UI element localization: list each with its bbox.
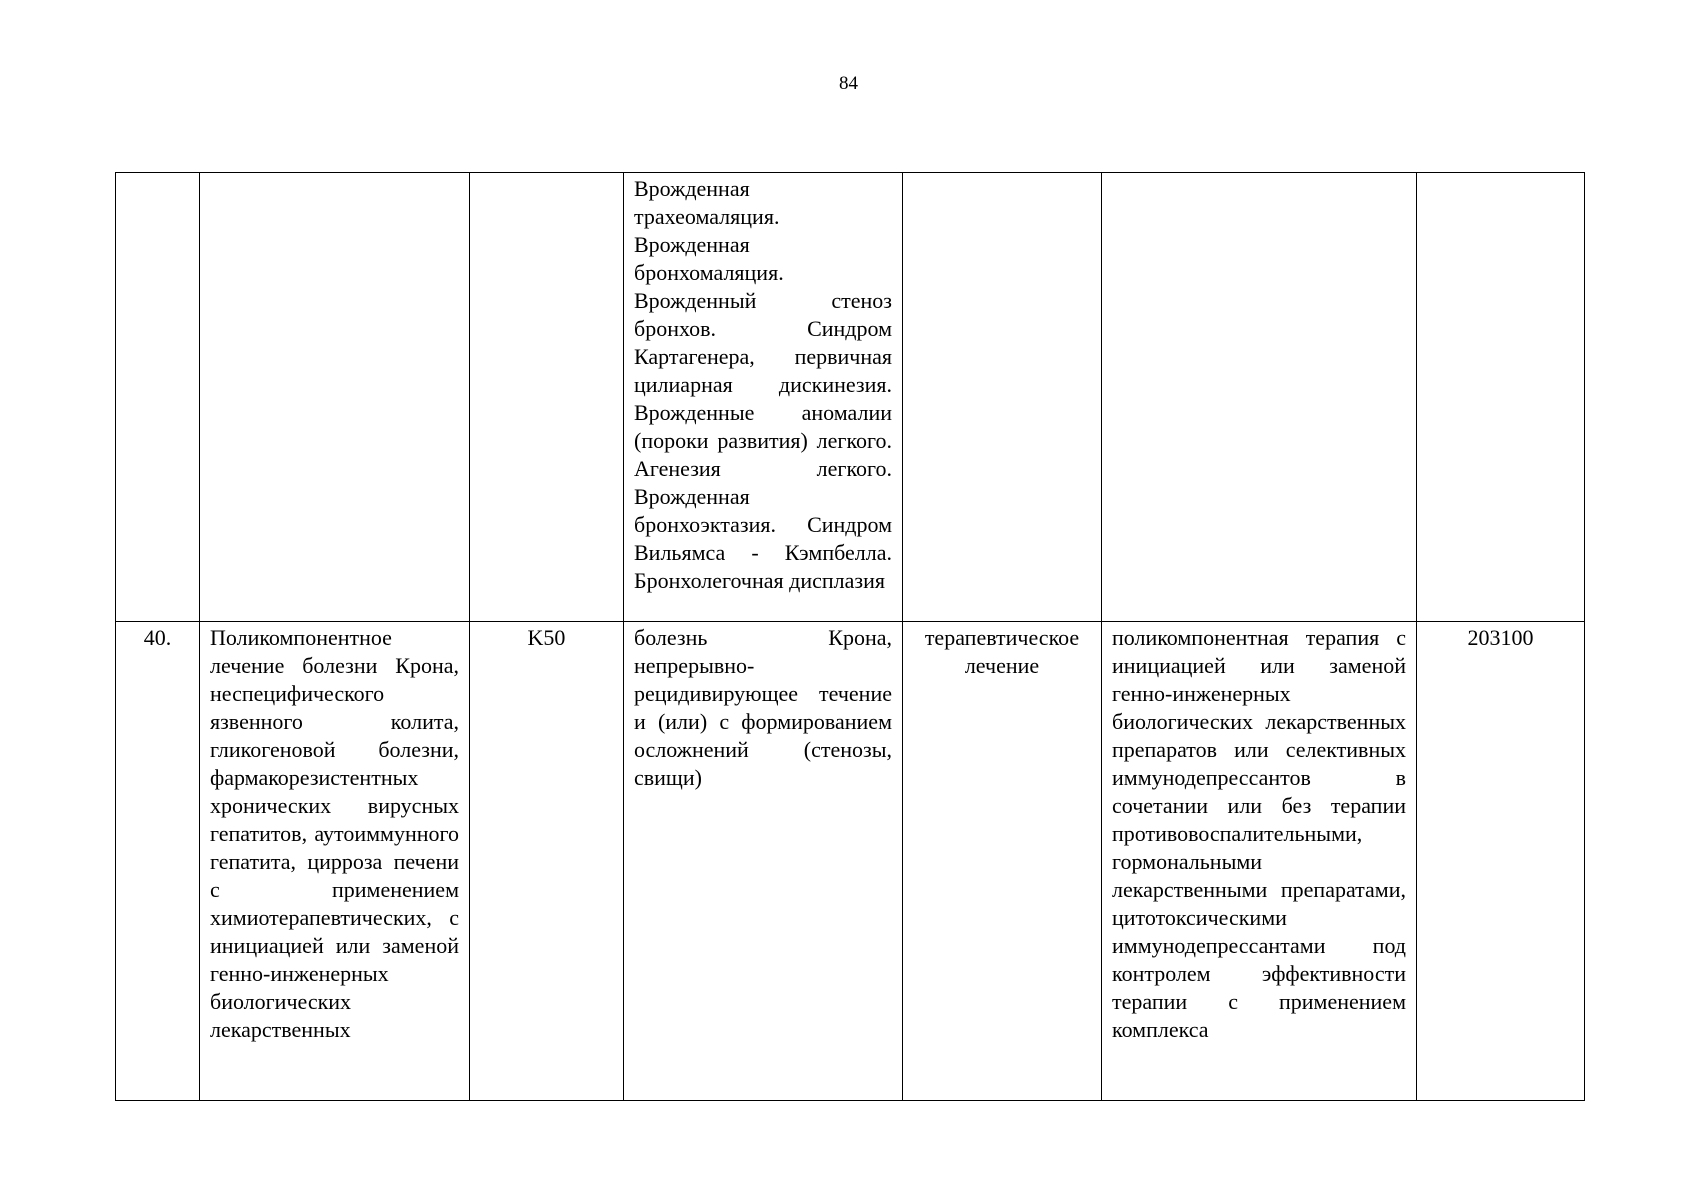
cell-number: 40. bbox=[116, 622, 200, 1101]
cell-icd-code: K50 bbox=[470, 622, 624, 1101]
cell-care-name bbox=[200, 173, 470, 622]
table-row bbox=[116, 622, 1585, 1101]
medical-care-table bbox=[115, 172, 1585, 1101]
cell-treatment-type bbox=[903, 173, 1102, 622]
table-row bbox=[116, 173, 1585, 622]
cell-patient-model: Врожденная трахеомаляция. Врожденная бронхомаляция. Врожденный стеноз бронхов. Синдром Картагенера, первичная цилиарная дискинезия. Врожденные аномалии (пороки развития) легкого. Агенезия легкого. Врожденная бронхоэктазия. Синдром Вильямса - Кэмпбелла. Бронхолегочная дисплазия bbox=[624, 173, 903, 622]
cell-care-name: Поликомпонентное лечение болезни Крона, неспецифического язвенного колита, гликогеновой болезни, фармакорезистентных хронических вирусных гепатитов, аутоиммунного гепатита, цирроза печени с применением химиотерапевтических, с инициацией или заменой генно-инженерных биологических лекарственных bbox=[200, 622, 470, 1101]
cell-icd-code bbox=[470, 173, 624, 622]
cell-treatment-method bbox=[1102, 173, 1417, 622]
cell-treatment-method: поликомпонентная терапия с инициацией или заменой генно-инженерных биологических лекарственных препаратов или селективных иммунодепрессантов в сочетании или без терапии противовоспалительными, гормональными лекарственными препаратами, цитотоксическими иммунодепрессантами под контролем эффективности терапии с применением комплекса bbox=[1102, 622, 1417, 1101]
page-number: 84 bbox=[839, 73, 858, 94]
cell-number bbox=[116, 173, 200, 622]
cell-patient-model: болезнь Крона, непрерывно-рецидивирующее течение и (или) с формированием осложнений (стенозы, свищи) bbox=[624, 622, 903, 1101]
cell-treatment-type: терапевтическое лечение bbox=[903, 622, 1102, 1101]
cell-cost: 203100 bbox=[1417, 622, 1585, 1101]
cell-cost bbox=[1417, 173, 1585, 622]
